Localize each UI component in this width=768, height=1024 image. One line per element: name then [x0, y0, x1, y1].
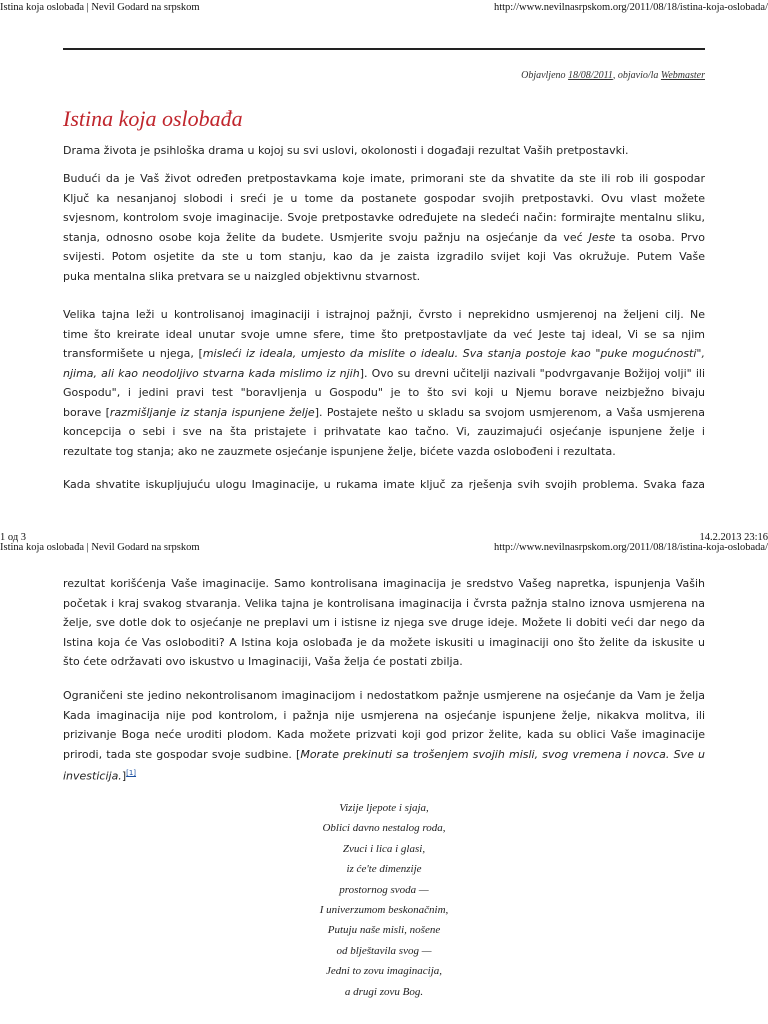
text-line: svjesnom, kontrolom svoje imaginacije. Svoje pretpostavke određujete na sledeći način: formirajte mentalnu sliku, — [63, 211, 705, 224]
text-line: rezultat korišćenja Vaše imaginacije. Samo kontrolisana imaginacija je sredstvo Vašeg napretka, ispunjenja Vaših — [63, 577, 705, 590]
text-line: Istina koja će Vas osloboditi? A Istina koja oslobađa je da možete iskusiti u imaginaciji ono što želite da iskusite u — [63, 635, 705, 649]
text-line: želje, sve dotle dok to osjećanje ne preplavi um i istisne iz njega sve druge ideje. Možete li dobiti veći dar nego da — [63, 616, 705, 629]
poem-line: Vizije ljepote i sjaja, — [339, 802, 429, 814]
paragraph-2 — [63, 169, 705, 286]
text-line: Kada imaginacija nije pod kontrolom, i pažnja nije usmjerena na osjećanje ispunjene želje, nikakva molitva, ili — [63, 708, 705, 722]
text-line: Drama života je psihloška drama u kojoj su svi uslovi, okolonosti i događaji rezultat Vaših pretpostavki. — [63, 144, 629, 157]
poem-line: Putuju naše misli, nošene — [327, 924, 441, 937]
print-footer-datetime: 14.2.2013 23:16 — [699, 532, 768, 543]
text-line: Gospodu", i jedini pravi test "boravljenja u Gospodu" je to što svi koji u Njemu borave neizbježno bivaju — [63, 386, 705, 399]
paragraph-4 — [63, 475, 705, 495]
text-line: puka mentalna slika pretvara se u naizgled objektivnu stvarnost. — [63, 269, 421, 283]
paragraph-intro — [63, 141, 705, 161]
emphasis: investicija. — [63, 769, 122, 783]
emphasis: njima, ali kao neodoljivo stvarna kada mislimo iz njih — [63, 366, 360, 380]
meta-mid: , objavio/la — [612, 70, 659, 81]
paragraph-3 — [63, 305, 705, 461]
text-line: početak i kraj svakog stvaranja. Velika tajna je kontrolisana imaginacija i čvrsta pažnja stalno iznova usmjerena na — [63, 596, 705, 610]
print-header-title-2: Istina koja oslobađa | Nevil Godard na srpskom — [0, 542, 200, 553]
footnote-link[interactable]: [1] — [126, 769, 137, 777]
print-header-url-2: http://www.nevilnasrpskom.org/2011/08/18/istina-koja-oslobada/ — [493, 542, 768, 553]
text-line: Kada shvatite iskupljujuću ulogu Imaginacije, u rukama imate ključ za rješenja svih svojih problema. Svaka faza — [63, 478, 705, 491]
poem-line: Zvuci i lica i glasi, — [342, 842, 426, 855]
article-title: Istina koja oslobađa — [63, 106, 243, 131]
poem-line: prostornog svoda — — [339, 883, 429, 896]
text-line: Budući da je Vaš život određen pretpostavkama koje imate, primorani ste da shvatite da ste ili rob ili gospodar — [63, 172, 705, 185]
poem-line: iz će'te dimenzije — [346, 863, 422, 876]
poem — [63, 798, 705, 1002]
text-line: koncepcija o sebi i sve na šta pristajete i prihvatate kao tačno. Vi, zauzimajući osjećanje ispunjene želje i — [63, 425, 705, 438]
emphasis: Morate prekinuti sa trošenjem svojih misli, svog vremena i novca. Sve u — [300, 747, 705, 761]
poem-line: od blještavila svog — — [336, 944, 432, 957]
text-line: što ćete održavati ovo iskustvo u Imaginaciji, Vaša želja će postati zbilja. — [63, 655, 463, 668]
author-link[interactable]: Webmaster — [660, 70, 705, 81]
emphasis: mislеći iz ideala, umjesto da mislite o idealu. Sva stanja postoje kao "puke mogućnosti", — [202, 347, 705, 360]
poem-line: a drugi zovu Bog. — [344, 985, 424, 998]
text-line: rezultate tog stanja; ako ne zauzmete osjećanje ispunjene želje, bićete vazda oslobođeni i rezultata. — [63, 444, 616, 458]
post-meta — [521, 70, 705, 81]
text-line: investicija.][1] — [63, 769, 137, 783]
emphasis: razmišljanje iz stanja ispunjene želje — [109, 405, 315, 419]
print-header-title: Istina koja oslobađa | Nevil Godard na srpskom — [0, 2, 200, 13]
text-line: borave [razmišljanje iz stanja ispunjene želje]. Postajete nešto u skladu sa svojom usmjerenom, a Vaša usmjerena — [63, 405, 705, 419]
text-line: prirodi, tada ste gospodar svoje sudbine. [Morate prekinuti sa trošenjem svojih misli, svog vremena i novca. Sve u — [63, 745, 705, 765]
post-date-link[interactable]: 18/08/2011 — [568, 70, 613, 81]
paragraph-5 — [63, 574, 705, 672]
meta-prefix: Objavljeno — [521, 70, 566, 81]
print-header-url: http://www.nevilnasrpskom.org/2011/08/18/istina-koja-oslobada/ — [493, 2, 768, 13]
paragraph-6 — [63, 686, 705, 786]
text-line: Ograničeni ste jedino nekontrolisanom imaginacijom i nedostatkom pažnje usmjerene na osjećanje da Vam je želja — [63, 689, 705, 702]
text-line: Ključ ka nesanjanoj slobodi i sreći je u tome da postanete gospodar svojih pretpostavki. Ovu vlast možete — [63, 191, 705, 205]
print-footer-page: 1 од 3 — [0, 532, 27, 543]
text-line: time što kreirate ideal unutar svoje umne sfere, time što pretpostavljate da već Jeste taj ideal, Vi se sa njim — [63, 327, 705, 341]
text-line: prizivanje Boga neće uroditi plodom. Kada možete prizvati koji god prizor želite, kada su oblici Vaše imaginacije — [63, 728, 705, 741]
poem-line: Jedni to zovu imaginacija, — [325, 965, 443, 978]
text-line: Velika tajna leži u kontrolisanoj imaginaciji i istrajnoj pažnji, čvrsto i neprekidno usmjerenoj na željeni cilj. Ne — [63, 308, 705, 321]
header-divider — [63, 48, 705, 50]
text-line: njima, ali kao neodoljivo stvarna kada mislimo iz njih]. Ovo su drevni učitelji nazivali "podvrgavanje Božijoj volji" ili — [63, 366, 705, 380]
text-line: svijesti. Potom osjetite da ste u tom stanju, kao da je zaista izgradilo svijet koji Vas okružuje. Putem Vaše — [63, 250, 705, 263]
text-line: stanja, odnosno osobe koja želite da budete. Usmjerite svoju pažnju na osjećanje da već Jeste ta osoba. Prvo — [63, 230, 705, 244]
text-line: transformišete u njega, [mislеći iz ideala, umjesto da mislite o idealu. Sva stanja postoje kao "puke mogućnosti", — [63, 344, 705, 364]
poem-line: Oblici davno nestalog roda, — [322, 822, 446, 835]
poem-line: I univerzumom beskonačnim, — [319, 904, 449, 917]
emphasis: Jeste — [588, 230, 616, 244]
